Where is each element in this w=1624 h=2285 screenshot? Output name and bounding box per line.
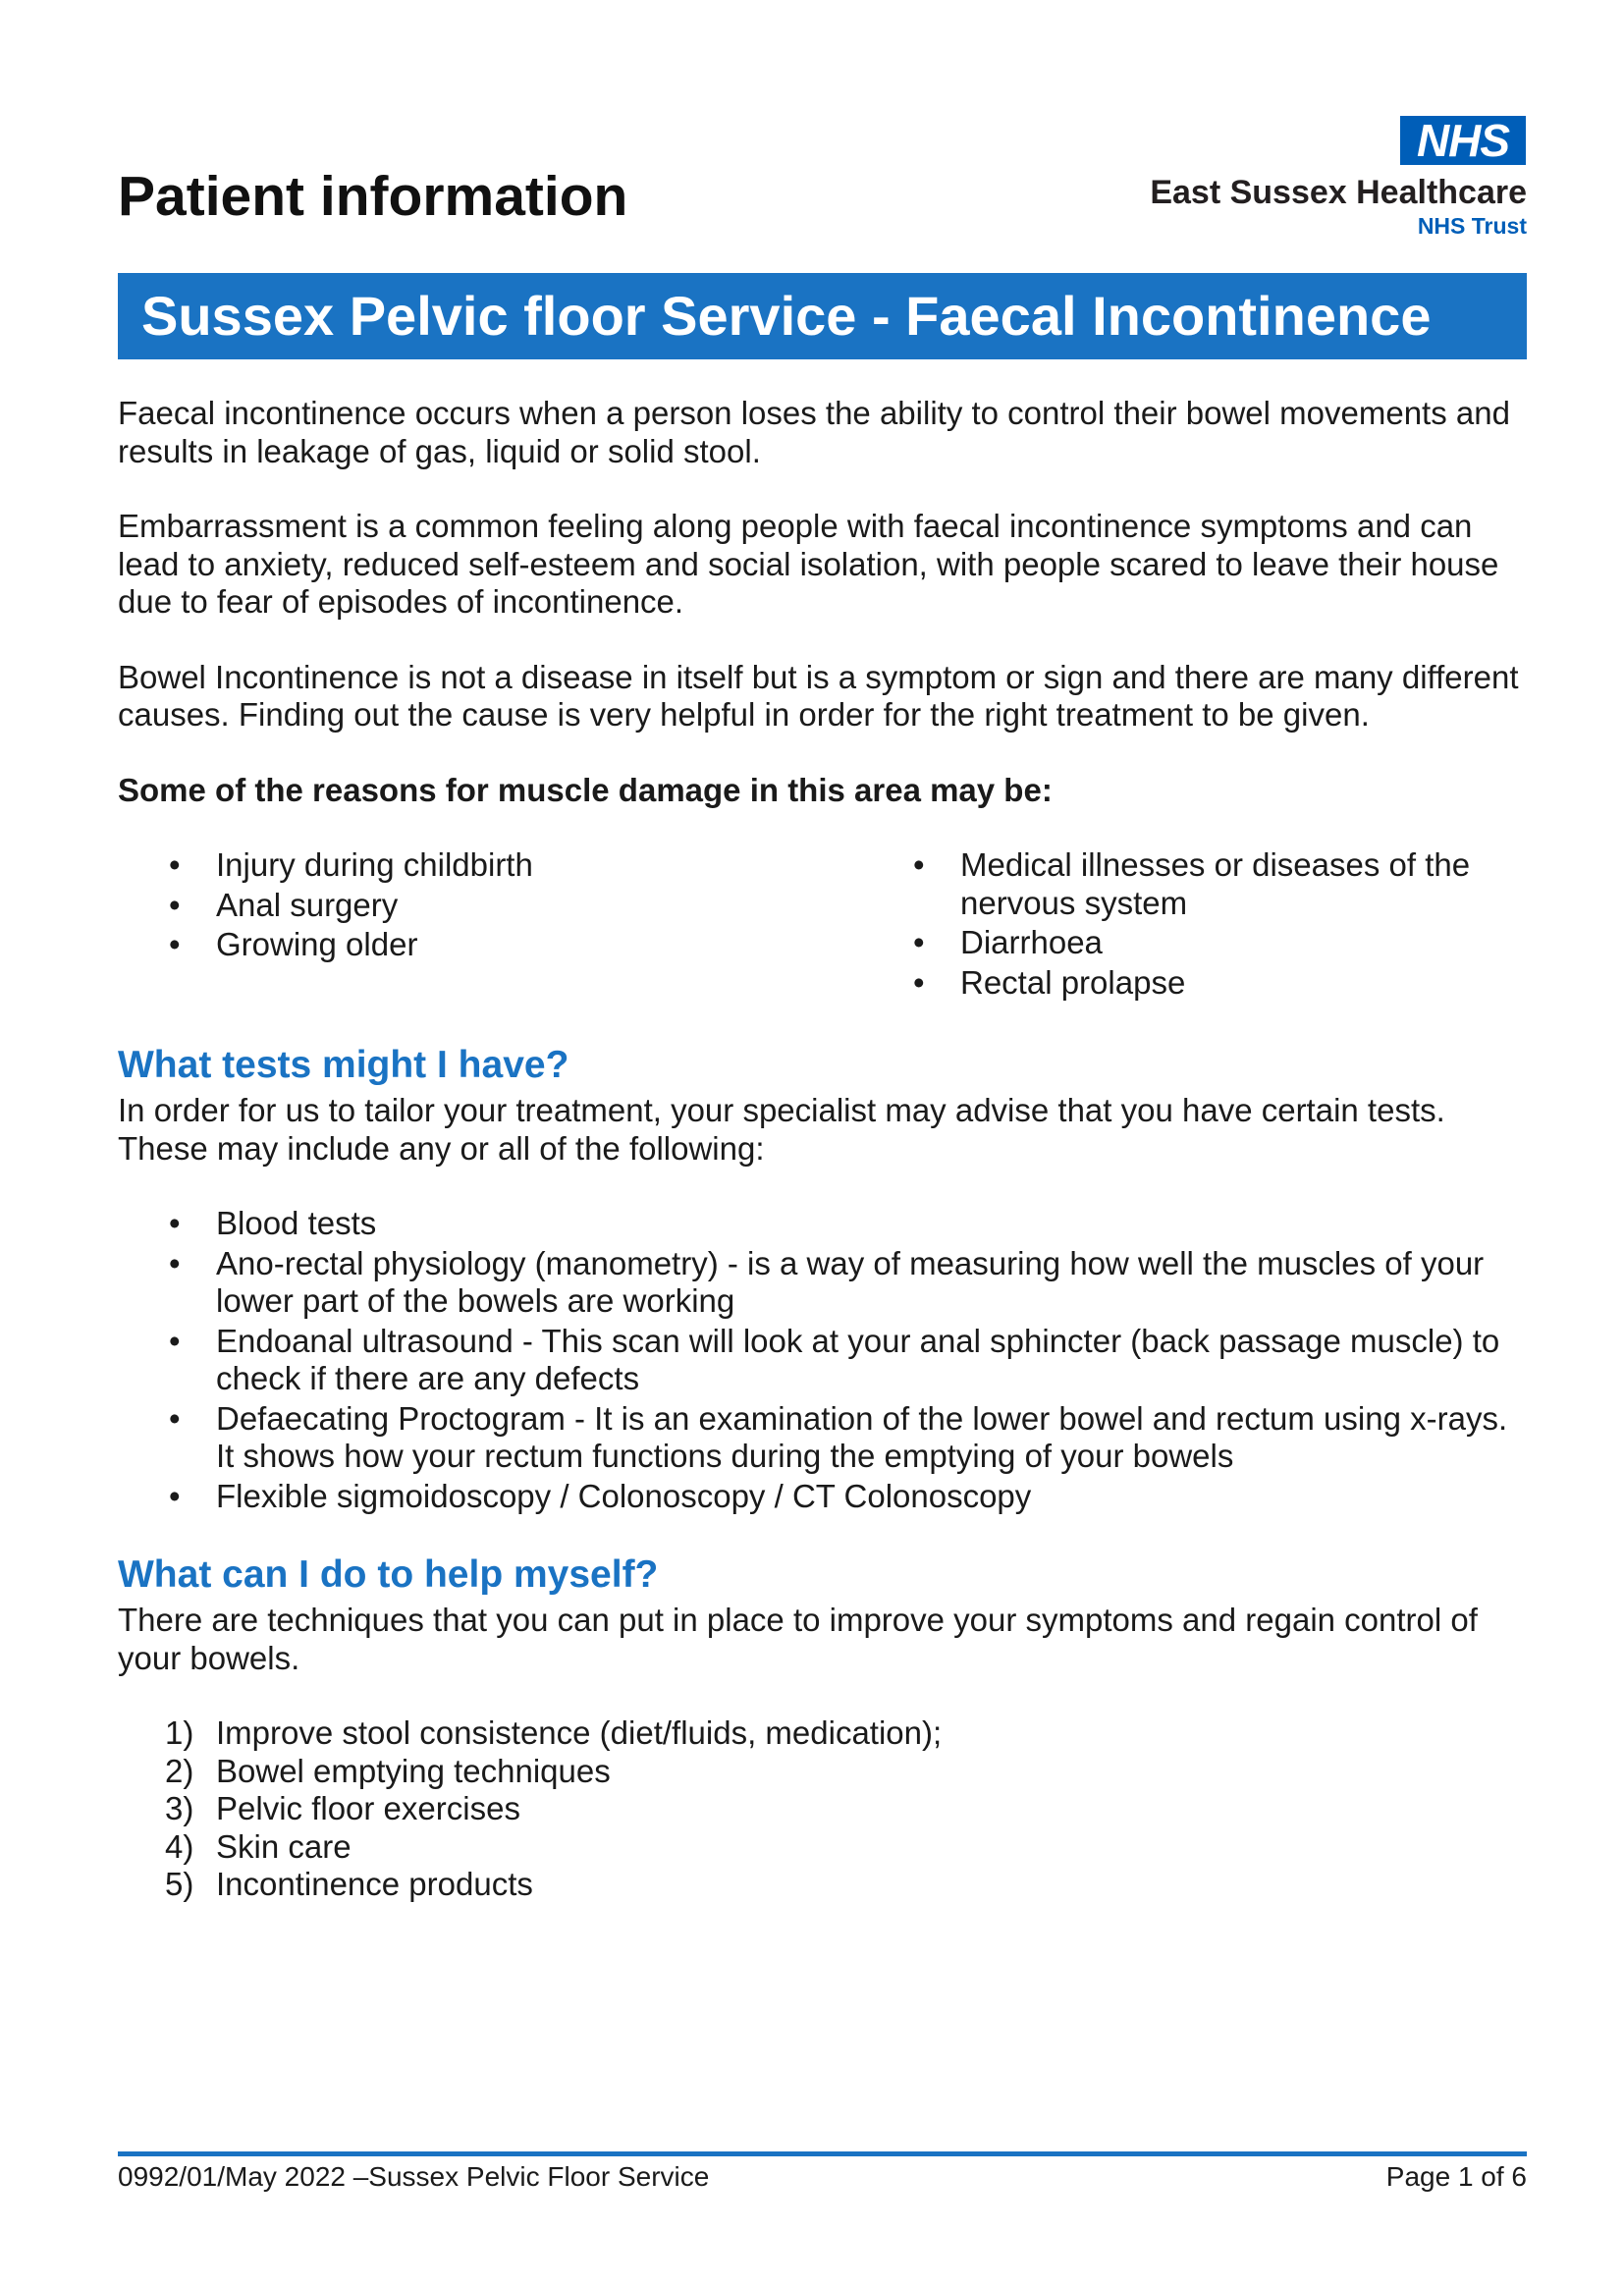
list-item: [118, 1753, 1527, 1791]
tests-list: [118, 1205, 1527, 1515]
tests-heading: What tests might I have?: [118, 1044, 569, 1086]
list-item: • Diarrhoea: [862, 924, 1527, 962]
help-list: [118, 1714, 1527, 1904]
help-intro: There are techniques that you can put in place to improve your symptoms and regain control of your bowels.: [118, 1602, 1478, 1676]
reasons-list-left: [118, 846, 862, 1004]
help-heading: What can I do to help myself?: [118, 1553, 659, 1596]
list-number: 4): [165, 1827, 194, 1865]
list-item: [118, 1714, 1527, 1753]
page-title: Patient information: [118, 165, 628, 228]
list-item: • Anal surgery: [118, 887, 862, 925]
list-number: 5): [165, 1866, 194, 1902]
list-number: 1): [165, 1714, 194, 1751]
list-item: • Blood tests: [118, 1205, 1527, 1243]
list-item: • Rectal prolapse: [862, 964, 1527, 1003]
list-item: • Injury during childbirth: [118, 846, 862, 885]
reasons-heading: Some of the reasons for muscle damage in this area may be:: [118, 771, 1053, 808]
list-number: 2): [165, 1752, 194, 1789]
list-item: • Endoanal ultrasound - This scan will look at your anal sphincter (back passage muscle) to check if there are any defects: [118, 1323, 1527, 1398]
list-item: • Ano-rectal physiology (manometry) - is a way of measuring how well the muscles of your lower part of the bowels are working: [118, 1245, 1527, 1321]
nhs-logo: NHS: [1400, 116, 1526, 165]
org-name: East Sussex Healthcare: [1150, 174, 1527, 211]
list-item: • Medical illnesses or diseases of the nervous system: [862, 846, 1527, 922]
reasons-columns: [118, 846, 1527, 1004]
list-item: [118, 1790, 1527, 1828]
list-item-text: Improve stool consistence (diet/fluids, medication);: [216, 1714, 943, 1751]
list-item-text: Incontinence products: [216, 1866, 533, 1902]
intro-paragraph-3: Bowel Incontinence is not a disease in itself but is a symptom or sign and there are many different causes. Finding out the cause is very helpful in order for the right treatment to be given.: [118, 658, 1519, 733]
intro-paragraph-2: Embarrassment is a common feeling along people with faecal incontinence symptoms and can lead to anxiety, reduced self-esteem and social isolation, with people scared to leave their house due to fear of episodes of incontinence.: [118, 508, 1499, 620]
org-trust: NHS Trust: [1417, 213, 1527, 239]
footer-reference: 0992/01/May 2022 –Sussex Pelvic Floor Service: [118, 2161, 710, 2192]
banner-title: Sussex Pelvic floor Service - Faecal Incontinence: [118, 273, 1527, 359]
list-item-text: Skin care: [216, 1827, 352, 1865]
list-item-text: Pelvic floor exercises: [216, 1790, 520, 1826]
list-item: [118, 1828, 1527, 1867]
list-item: • Flexible sigmoidoscopy / Colonoscopy / CT Colonoscopy: [118, 1478, 1527, 1516]
list-item: • Defaecating Proctogram - It is an examination of the lower bowel and rectum using x-rays. It shows how your rectum functions during the emptying of your bowels: [118, 1400, 1527, 1476]
intro-paragraph-1: Faecal incontinence occurs when a person loses the ability to control their bowel movements and results in leakage of gas, liquid or solid stool.: [118, 395, 1510, 469]
tests-intro: In order for us to tailor your treatment, your specialist may advise that you have certain tests. These may include any or all of the following:: [118, 1092, 1445, 1167]
page-number: Page 1 of 6: [1385, 2161, 1527, 2192]
list-item: [118, 1866, 1527, 1904]
reasons-list-right: [862, 846, 1527, 1004]
footer-divider: [118, 2151, 1527, 2156]
list-item: • Growing older: [118, 926, 862, 964]
document-body: [118, 395, 1527, 1904]
list-number: 3): [165, 1790, 194, 1826]
list-item-text: Bowel emptying techniques: [216, 1752, 611, 1789]
